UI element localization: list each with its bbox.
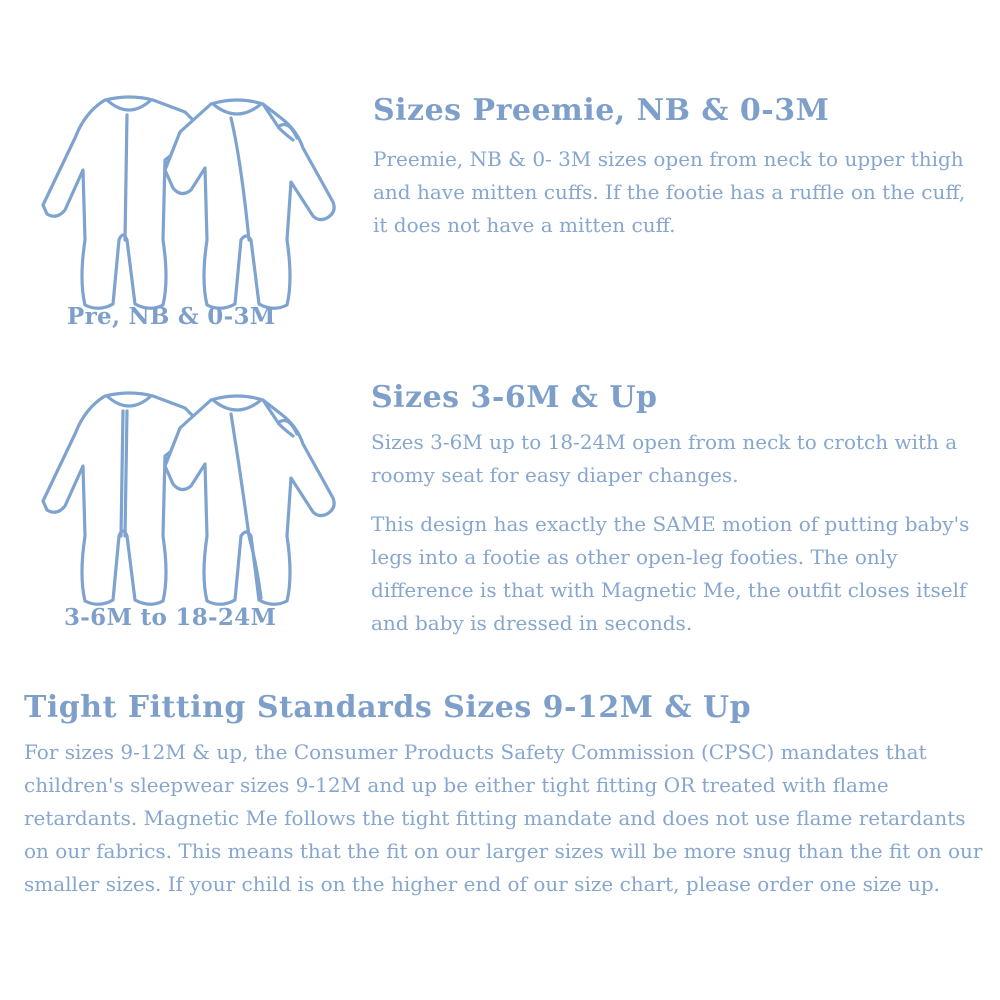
section-tight-fitting — [0, 670, 1000, 1000]
section-3-6m — [0, 350, 1000, 670]
heading-3-6m: Sizes 3-6M & Up — [371, 380, 658, 415]
body-preemie — [373, 143, 973, 242]
heading-preemie: Sizes Preemie, NB & 0-3M — [373, 93, 830, 128]
footie-pair-icon — [30, 90, 340, 320]
body-3-6m-text-1: Sizes 3-6M up to 18-24M open from neck to crotch with a roomy seat for easy diaper changes. — [371, 430, 958, 487]
caption-preemie: Pre, NB & 0-3M — [67, 303, 276, 330]
body-preemie-text: Preemie, NB & 0- 3M sizes open from neck to upper thigh and have mitten cuffs. If the footie has a ruffle on the cuff, it does not have a mitten cuff. — [373, 147, 966, 237]
heading-tight-fitting: Tight Fitting Standards Sizes 9-12M & Up — [24, 690, 752, 725]
body-3-6m-text-2: This design has exactly the SAME motion of putting baby's legs into a footie as other open-leg footies. The only difference is that with Magnetic Me, the outfit closes itself and baby is dressed in seconds. — [371, 512, 970, 635]
footie-pair-icon — [30, 386, 340, 616]
body-3-6m — [371, 426, 981, 640]
body-tight-fitting — [24, 736, 984, 901]
body-tight-fitting-text: For sizes 9-12M & up, the Consumer Products Safety Commission (CPSC) mandates that children's sleepwear sizes 9-12M and up be either tight fitting OR treated with flame retardants. Magnetic Me follows the tight fitting mandate and does not use flame retardants on our fabrics. This means that the fit on our larger sizes will be more snug than the fit on our smaller sizes. If your child is on the higher end of our size chart, please order one size up. — [24, 740, 983, 896]
section-preemie — [0, 0, 1000, 350]
caption-3-6m: 3-6M to 18-24M — [64, 604, 277, 631]
